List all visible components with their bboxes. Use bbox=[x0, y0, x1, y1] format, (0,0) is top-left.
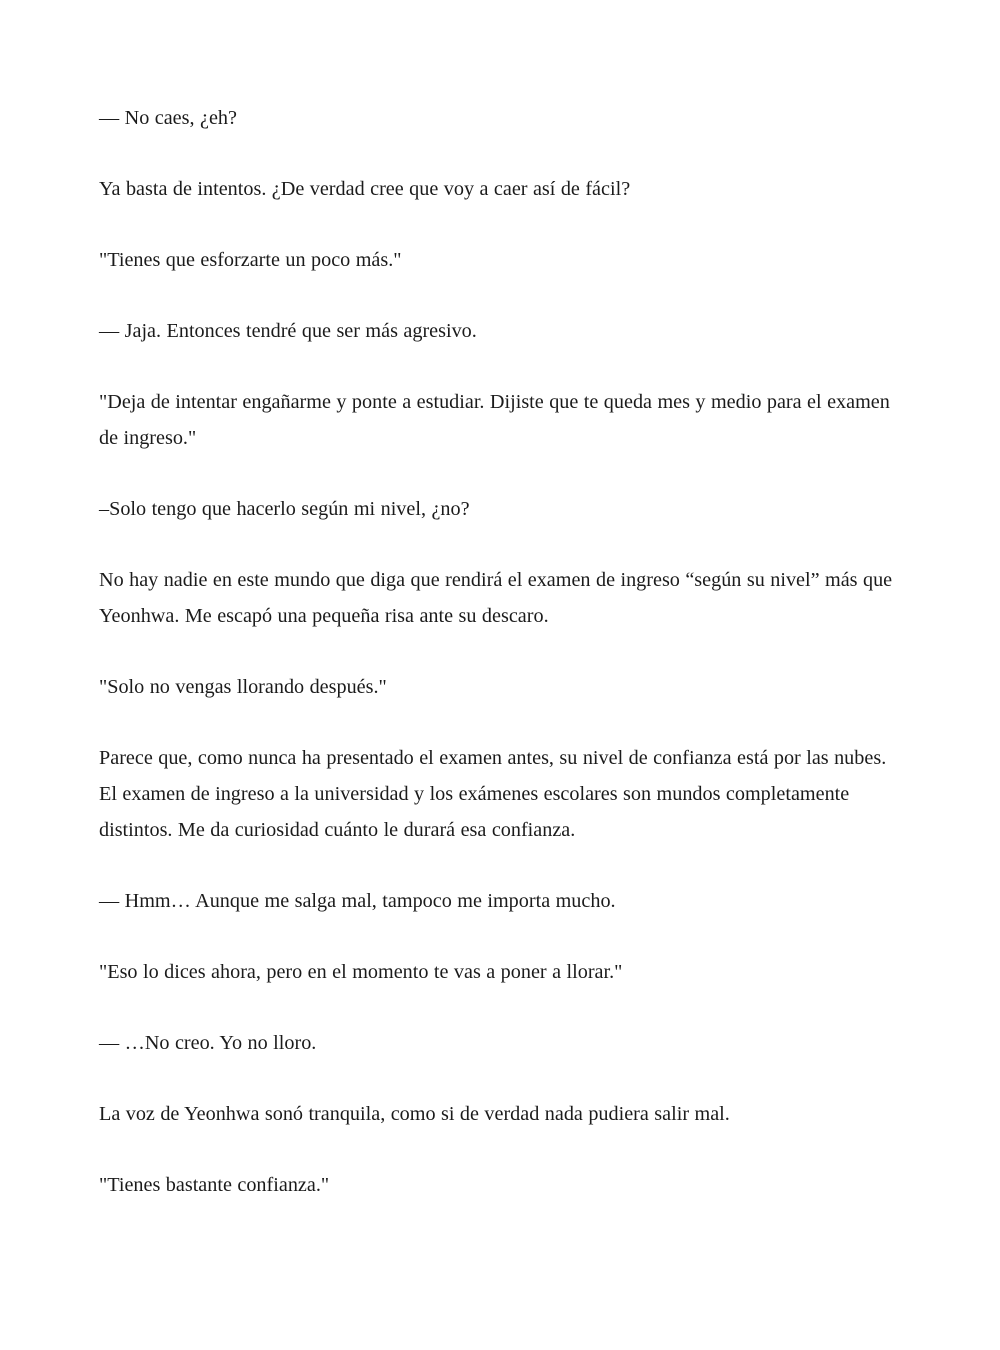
paragraph: — Jaja. Entonces tendré que ser más agresivo. bbox=[99, 320, 477, 342]
paragraph: — …No creo. Yo no lloro. bbox=[99, 1032, 317, 1054]
paragraph: — Hmm… Aunque me salga mal, tampoco me importa mucho. bbox=[99, 890, 616, 912]
paragraph: "Tienes que esforzarte un poco más." bbox=[99, 249, 402, 271]
paragraph: "Eso lo dices ahora, pero en el momento te vas a poner a llorar." bbox=[99, 961, 623, 983]
paragraph: La voz de Yeonhwa sonó tranquila, como si de verdad nada pudiera salir mal. bbox=[99, 1103, 730, 1125]
paragraph: "Tienes bastante confianza." bbox=[99, 1174, 330, 1196]
paragraph: "Solo no vengas llorando después." bbox=[99, 676, 387, 698]
paragraph: Parece que, como nunca ha presentado el examen antes, su nivel de confianza está por las nubes. El examen de ingreso a la universidad y los exámenes escolares son mundos completamente distintos. Me da curiosidad cuánto le durará esa confianza. bbox=[99, 747, 887, 841]
paragraph: No hay nadie en este mundo que diga que rendirá el examen de ingreso “según su nivel” más que Yeonhwa. Me escapó una pequeña risa ante su descaro. bbox=[99, 569, 893, 627]
document-text-body bbox=[99, 100, 900, 1203]
paragraph: "Deja de intentar engañarme y ponte a estudiar. Dijiste que te queda mes y medio para el examen de ingreso." bbox=[99, 391, 890, 449]
paragraph: Ya basta de intentos. ¿De verdad cree que voy a caer así de fácil? bbox=[99, 178, 631, 200]
paragraph: –Solo tengo que hacerlo según mi nivel, ¿no? bbox=[99, 498, 470, 520]
paragraph: — No caes, ¿eh? bbox=[99, 107, 237, 129]
